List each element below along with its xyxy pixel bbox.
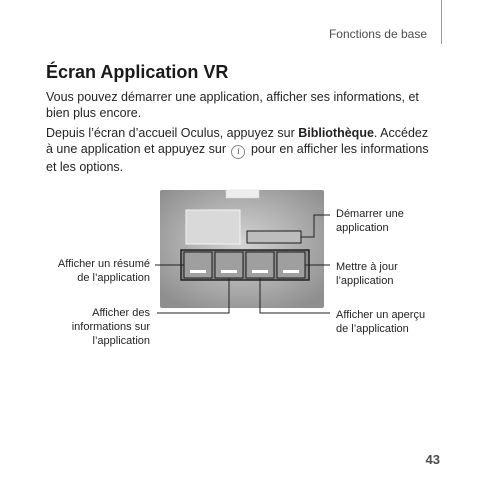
- section-header: Fonctions de base: [328, 27, 427, 41]
- top-tab: [226, 190, 259, 198]
- label-app-info: Afficher des informations sur l’application: [71, 307, 150, 347]
- intro-paragraph: Vous pouvez démarrer une application, afficher ses informations, et bien plus encore.: [46, 90, 419, 120]
- summary-tile[interactable]: [184, 252, 212, 278]
- label-launch-app: Démarrer une application: [336, 208, 404, 234]
- label-app-summary: Afficher un résumé de l’application: [57, 258, 150, 284]
- vr-screen: [160, 190, 324, 308]
- info-tile-bar: [221, 270, 237, 273]
- page-number: 43: [425, 452, 440, 467]
- instructions-text-3: pour en afficher les informations et les options.: [46, 142, 429, 174]
- update-tile[interactable]: [277, 252, 305, 278]
- info-icon: i: [231, 145, 245, 159]
- update-tile-bar: [283, 270, 299, 273]
- library-keyword: Bibliothèque: [298, 126, 374, 140]
- preview-tile-bar: [252, 270, 268, 273]
- preview-tile[interactable]: [246, 252, 274, 278]
- label-app-preview: Afficher un aperçu de l’application: [336, 309, 426, 335]
- instructions-text-2: . Accédez à une application et appuyez sur: [46, 126, 429, 156]
- launch-app-button[interactable]: [247, 231, 301, 243]
- instructions-text-1: Depuis l’écran d’accueil Oculus, appuyez sur: [46, 126, 299, 140]
- page-title: Écran Application VR: [46, 62, 229, 82]
- label-update-app: Mettre à jour l’application: [336, 261, 398, 287]
- info-tile[interactable]: [215, 252, 243, 278]
- app-preview-window: [186, 210, 240, 244]
- summary-tile-bar: [190, 270, 206, 273]
